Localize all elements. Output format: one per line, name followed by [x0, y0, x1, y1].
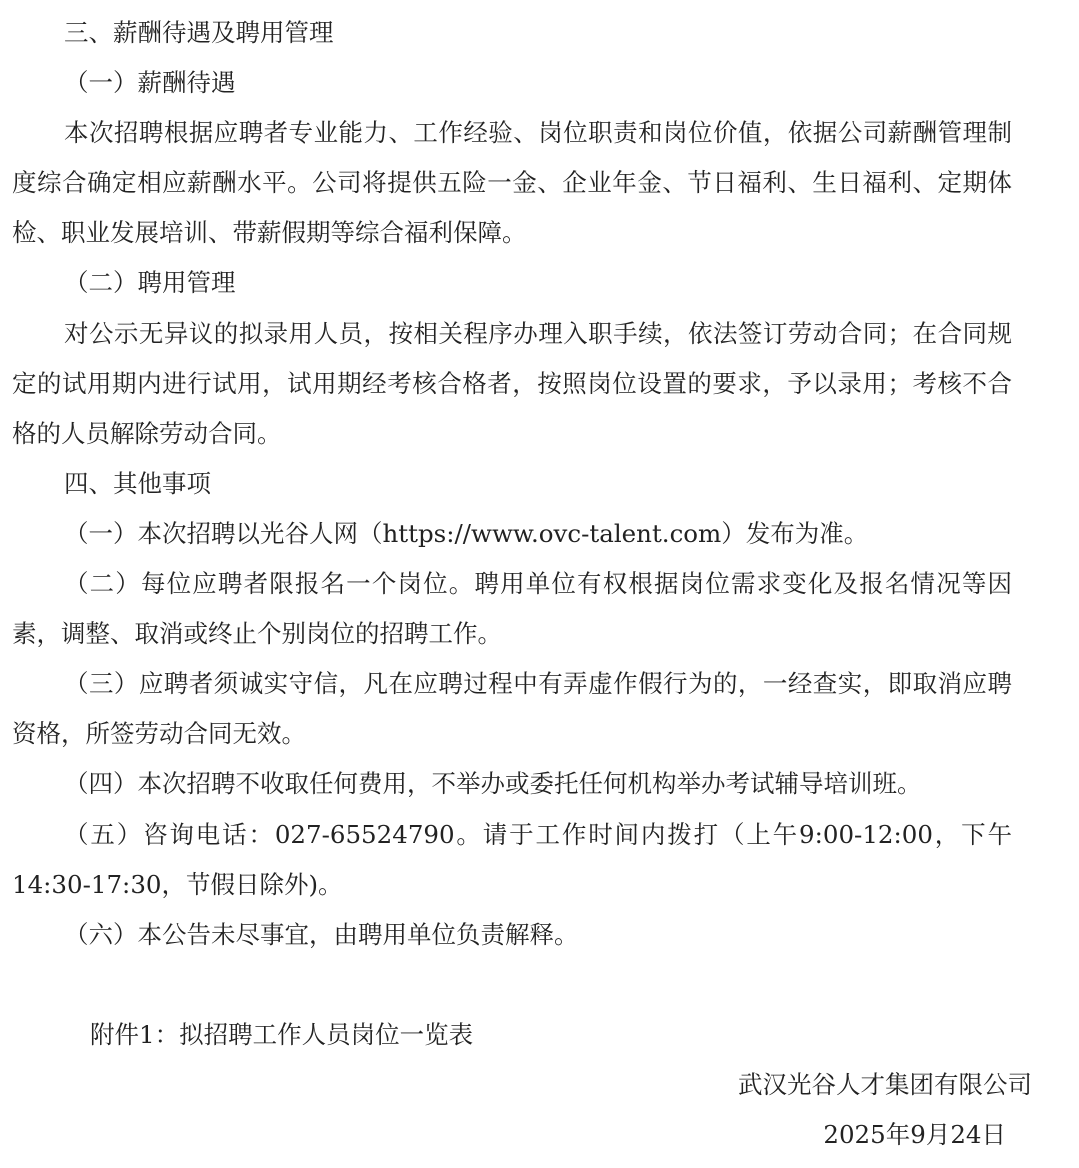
section-4-item-1: （一）本次招聘以光谷人网（https://www.ovc-talent.com）发布为准。 [64, 518, 869, 548]
signature-date: 2025年9月24日 [823, 1120, 1006, 1150]
section-3-2-paragraph: 对公示无异议的拟录用人员，按相关程序办理入职手续，依法签订劳动合同；在合同规定的试用期内进行试用，试用期经考核合格者，按照岗位设置的要求，予以录用；考核不合格的人员解除劳动合同。 [12, 318, 1012, 448]
section-4-item-3: （三）应聘者须诚实守信，凡在应聘过程中有弄虚作假行为的，一经查实，即取消应聘资格，所签劳动合同无效。 [12, 669, 1012, 749]
section-3-1-paragraph: 本次招聘根据应聘者专业能力、工作经验、岗位职责和岗位价值，依据公司薪酬管理制度综合确定相应薪酬水平。公司将提供五险一金、企业年金、节日福利、生日福利、定期体检、职业发展培训、带薪假期等综合福利保障。 [12, 118, 1012, 248]
document-body [12, 8, 1032, 1160]
signature-organization: 武汉光谷人才集团有限公司 [738, 1069, 1032, 1099]
blank-line [12, 960, 1012, 1010]
section-4-heading: 四、其他事项 [64, 468, 211, 498]
section-3-1-heading: （一）薪酬待遇 [64, 68, 236, 98]
section-4-item-5: （五）咨询电话：027-65524790。请于工作时间内拨打（上午9:00-12:00，下午14:30-17:30，节假日除外)。 [12, 819, 1012, 899]
section-3-heading: 三、薪酬待遇及聘用管理 [64, 18, 334, 47]
section-4-item-6: （六）本公告未尽事宜，由聘用单位负责解释。 [64, 919, 579, 949]
section-3-2-heading: （二）聘用管理 [64, 268, 236, 298]
section-4-item-4: （四）本次招聘不收取任何费用，不举办或委托任何机构举办考试辅导培训班。 [64, 769, 922, 799]
section-4-item-2: （二）每位应聘者限报名一个岗位。聘用单位有权根据岗位需求变化及报名情况等因素，调整、取消或终止个别岗位的招聘工作。 [12, 569, 1012, 649]
attachment-note: 附件1：拟招聘工作人员岗位一览表 [90, 1019, 474, 1049]
